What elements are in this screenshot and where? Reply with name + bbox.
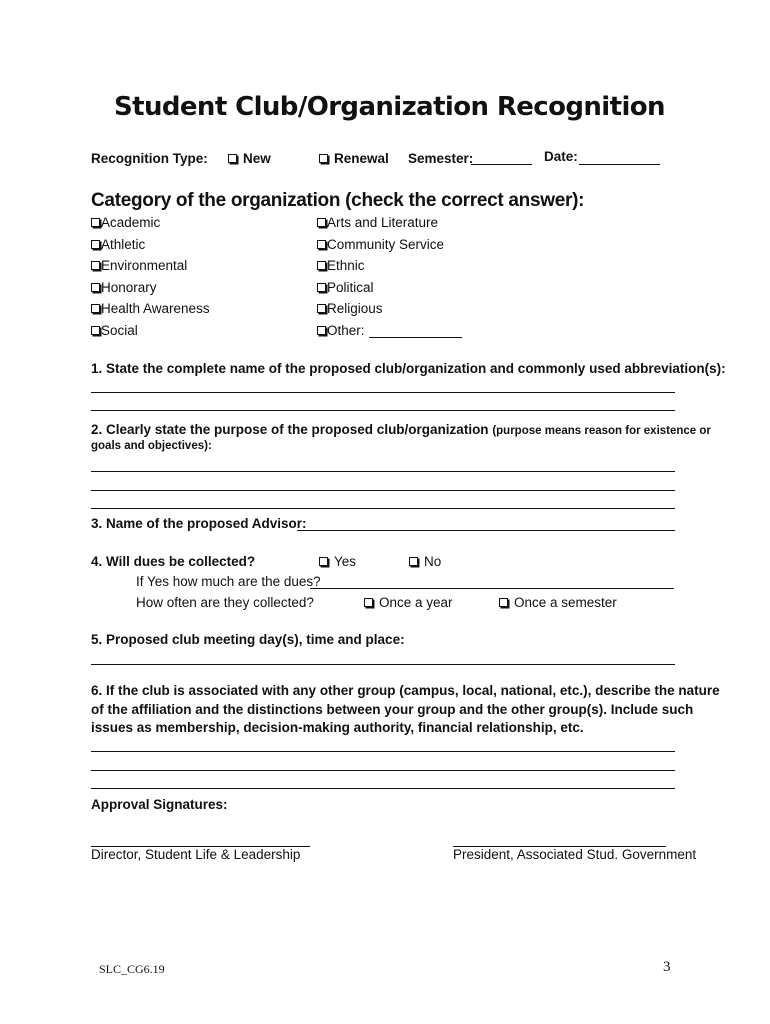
checkbox-icon[interactable] xyxy=(91,283,100,292)
q2-answer-line[interactable] xyxy=(91,490,675,491)
page-title: Student Club/Organization Recognition xyxy=(114,92,665,122)
category-option-environmental[interactable] xyxy=(91,258,187,273)
q1-answer-line[interactable] xyxy=(91,392,675,393)
once-year-label: Once a year xyxy=(379,595,453,610)
checkbox-icon[interactable] xyxy=(409,557,418,566)
q4-text: 4. Will dues be collected? xyxy=(91,554,256,569)
option-label: Ethnic xyxy=(327,258,365,273)
q6-text-line1: 6. If the club is associated with any other group (campus, local, national, etc.), describe the nature xyxy=(91,683,720,698)
checkbox-icon[interactable] xyxy=(91,240,100,249)
new-option[interactable] xyxy=(228,151,271,166)
page-number: 3 xyxy=(663,959,671,975)
category-option-health-awareness[interactable] xyxy=(91,301,210,316)
checkbox-icon[interactable] xyxy=(317,304,326,313)
option-label: Political xyxy=(327,280,374,295)
category-option-religious[interactable] xyxy=(317,301,383,316)
option-label: Academic xyxy=(101,215,161,230)
option-label: Other: xyxy=(327,323,365,338)
dues-yes-option[interactable] xyxy=(319,554,356,569)
approval-heading: Approval Signatures: xyxy=(91,797,228,812)
yes-label: Yes xyxy=(334,554,357,569)
checkbox-icon[interactable] xyxy=(364,598,373,607)
date-label: Date: xyxy=(544,149,578,164)
q6-answer-line[interactable] xyxy=(91,770,675,771)
checkbox-icon[interactable] xyxy=(317,218,326,227)
advisor-field[interactable] xyxy=(297,530,675,531)
checkbox-icon[interactable] xyxy=(317,261,326,270)
q6-text-line2: of the affiliation and the distinctions between your group and the other group(s). Include such xyxy=(91,702,694,717)
dues-frequency-label: How often are they collected? xyxy=(136,595,314,610)
q6-text-line3: issues as membership, decision-making authority, financial relationship, etc. xyxy=(91,720,584,735)
dues-no-option[interactable] xyxy=(409,554,441,569)
category-heading: Category of the organization (check the correct answer): xyxy=(91,190,585,211)
category-option-other[interactable] xyxy=(317,323,365,338)
category-option-community-service[interactable] xyxy=(317,237,444,252)
category-option-arts[interactable] xyxy=(317,215,438,230)
category-option-athletic[interactable] xyxy=(91,237,145,252)
dues-amount-field[interactable] xyxy=(310,588,674,589)
q1-answer-line[interactable] xyxy=(91,410,675,411)
once-semester-label: Once a semester xyxy=(514,595,617,610)
option-label: Social xyxy=(101,323,138,338)
option-label: Community Service xyxy=(327,237,445,252)
q2-main: 2. Clearly state the purpose of the proposed club/organization xyxy=(91,422,489,437)
category-option-ethnic[interactable] xyxy=(317,258,365,273)
q6-answer-line[interactable] xyxy=(91,788,675,789)
renewal-option[interactable] xyxy=(319,151,389,166)
checkbox-icon[interactable] xyxy=(317,283,326,292)
q2-answer-line[interactable] xyxy=(91,471,675,472)
dues-amount-label: If Yes how much are the dues? xyxy=(136,574,321,589)
checkbox-icon[interactable] xyxy=(317,240,326,249)
q2-answer-line[interactable] xyxy=(91,508,675,509)
checkbox-icon[interactable] xyxy=(91,261,100,270)
no-label: No xyxy=(424,554,442,569)
option-label: Environmental xyxy=(101,258,188,273)
option-label: Honorary xyxy=(101,280,157,295)
q5-text: 5. Proposed club meeting day(s), time and place: xyxy=(91,632,405,647)
q1-text: 1. State the complete name of the proposed club/organization and commonly used abbreviation(s): xyxy=(91,361,726,376)
checkbox-icon[interactable] xyxy=(91,304,100,313)
category-option-social[interactable] xyxy=(91,323,138,338)
option-label: Religious xyxy=(327,301,383,316)
other-category-field[interactable] xyxy=(369,337,462,338)
checkbox-icon[interactable] xyxy=(499,598,508,607)
recognition-type-label: Recognition Type: xyxy=(91,151,208,166)
option-label: Athletic xyxy=(101,237,146,252)
checkbox-icon[interactable] xyxy=(91,326,100,335)
category-option-honorary[interactable] xyxy=(91,280,157,295)
form-code: SLC_CG6.19 xyxy=(99,962,165,976)
president-signature-label: President, Associated Stud. Government xyxy=(453,847,697,862)
category-option-political[interactable] xyxy=(317,280,374,295)
option-label: Health Awareness xyxy=(101,301,210,316)
q2-note: (purpose means reason for existence or xyxy=(492,425,711,437)
category-option-academic[interactable] xyxy=(91,215,160,230)
checkbox-icon[interactable] xyxy=(228,154,237,163)
q6-answer-line[interactable] xyxy=(91,751,675,752)
semester-field[interactable] xyxy=(471,164,532,165)
new-label: New xyxy=(243,151,271,166)
checkbox-icon[interactable] xyxy=(319,154,328,163)
q2-note-cont: goals and objectives): xyxy=(91,440,212,452)
q3-text: 3. Name of the proposed Advisor: xyxy=(91,516,307,531)
renewal-label: Renewal xyxy=(334,151,389,166)
semester-label: Semester: xyxy=(408,151,474,166)
date-field[interactable] xyxy=(579,164,660,165)
q2-text xyxy=(91,422,711,437)
option-label: Arts and Literature xyxy=(327,215,439,230)
checkbox-icon[interactable] xyxy=(319,557,328,566)
once-year-option[interactable] xyxy=(364,595,453,610)
director-signature-label: Director, Student Life & Leadership xyxy=(91,847,301,862)
checkbox-icon[interactable] xyxy=(317,326,326,335)
once-semester-option[interactable] xyxy=(499,595,617,610)
checkbox-icon[interactable] xyxy=(91,218,100,227)
q5-answer-line[interactable] xyxy=(91,664,675,665)
